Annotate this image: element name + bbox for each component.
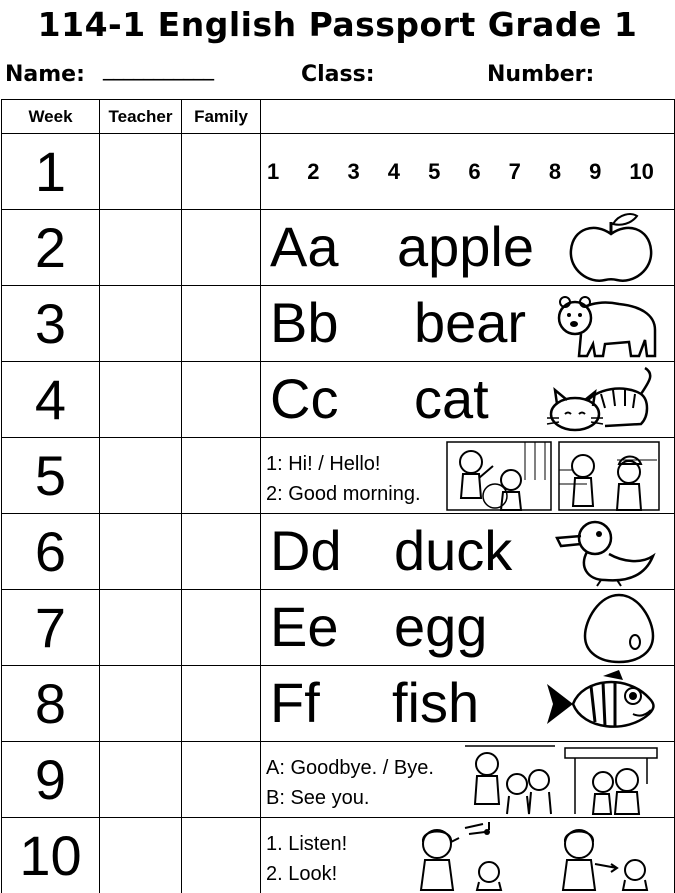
family-signature-cell[interactable]: [182, 514, 261, 590]
content-cell: [261, 210, 675, 286]
family-signature-cell[interactable]: [182, 742, 261, 818]
class-label: Class:: [301, 62, 375, 87]
week-number: 3: [2, 286, 100, 362]
table-row: [2, 818, 675, 893]
vocab-word: egg: [394, 595, 488, 658]
vocab-word: apple: [397, 215, 535, 278]
vocab-word: fish: [392, 671, 480, 734]
family-signature-cell[interactable]: [182, 590, 261, 666]
teacher-signature-cell[interactable]: [100, 134, 182, 210]
phrase-line: 2. Look!: [266, 863, 338, 885]
table-row: [2, 134, 675, 210]
content-cell: [261, 590, 675, 666]
teacher-signature-cell[interactable]: [100, 514, 182, 590]
week-number: 1: [2, 134, 100, 210]
vocab-word: duck: [394, 519, 513, 582]
letter-pair: Ff: [270, 671, 320, 734]
family-signature-cell[interactable]: [182, 666, 261, 742]
content-cell: [261, 742, 675, 818]
letter-pair: Aa: [270, 215, 339, 278]
content-cell: [261, 818, 675, 893]
phrase-list: [266, 829, 347, 889]
number-item: 9: [589, 158, 602, 184]
number-item: 6: [468, 158, 481, 184]
number-item: 1: [267, 158, 280, 184]
student-info: [0, 52, 675, 99]
family-signature-cell[interactable]: [182, 818, 261, 893]
week-number: 2: [2, 210, 100, 286]
phrase-list: [266, 449, 421, 509]
see-you-kids-icon: [561, 744, 661, 816]
family-signature-cell[interactable]: [182, 438, 261, 514]
teacher-signature-cell[interactable]: [100, 362, 182, 438]
table-row: [2, 666, 675, 742]
teacher-signature-cell[interactable]: [100, 210, 182, 286]
header-row: [2, 100, 675, 134]
content-cell: [261, 666, 675, 742]
greeting-kids-icon: [445, 440, 553, 512]
family-header: Family: [182, 100, 261, 134]
phrase-line: A: Goodbye. / Bye.: [266, 757, 434, 779]
table-row: [2, 362, 675, 438]
phrase-line: 2: Good morning.: [266, 483, 421, 505]
family-signature-cell[interactable]: [182, 286, 261, 362]
phrase-list: [266, 753, 434, 813]
content-cell: [261, 514, 675, 590]
teacher-signature-cell[interactable]: [100, 818, 182, 893]
table-row: [2, 590, 675, 666]
teacher-signature-cell[interactable]: [100, 438, 182, 514]
content-cell: [261, 286, 675, 362]
teacher-header: Teacher: [100, 100, 182, 134]
page-title: 114-1 English Passport Grade 1: [37, 5, 638, 44]
table-row: [2, 742, 675, 818]
letter-pair: Ee: [270, 595, 339, 658]
teacher-signature-cell[interactable]: [100, 742, 182, 818]
look-icon: [539, 820, 661, 892]
content-cell: [261, 362, 675, 438]
number-item: 3: [347, 158, 360, 184]
number-item: 7: [508, 158, 521, 184]
teacher-signature-cell[interactable]: [100, 590, 182, 666]
week-header: Week: [2, 100, 100, 134]
apple-icon: [565, 212, 657, 284]
family-signature-cell[interactable]: [182, 134, 261, 210]
week-number: 9: [2, 742, 100, 818]
number-list: [261, 159, 674, 185]
duck-icon: [553, 516, 659, 588]
phrase-line: 1. Listen!: [266, 833, 348, 855]
morning-kids-icon: [557, 440, 661, 512]
letter-pair: Bb: [270, 291, 339, 354]
name-blank[interactable]: ___________: [103, 56, 213, 81]
table-row: [2, 286, 675, 362]
week-number: 5: [2, 438, 100, 514]
table-row: [2, 514, 675, 590]
phrase-line: B: See you.: [266, 787, 370, 809]
teacher-signature-cell[interactable]: [100, 286, 182, 362]
family-signature-cell[interactable]: [182, 210, 261, 286]
content-cell: [261, 438, 675, 514]
goodbye-kids-icon: [463, 744, 557, 816]
number-item: 10: [629, 158, 654, 184]
teacher-signature-cell[interactable]: [100, 666, 182, 742]
week-number: 7: [2, 590, 100, 666]
content-header: [261, 100, 675, 134]
week-number: 6: [2, 514, 100, 590]
fish-icon: [543, 668, 659, 740]
number-item: 5: [428, 158, 441, 184]
vocab-word: cat: [414, 367, 489, 430]
content-cell: [261, 134, 675, 210]
cat-icon: [545, 364, 657, 436]
egg-icon: [581, 592, 657, 664]
vocab-word: bear: [414, 291, 527, 354]
week-number: 4: [2, 362, 100, 438]
bear-icon: [555, 288, 661, 360]
letter-pair: Cc: [270, 367, 339, 430]
number-item: 2: [307, 158, 320, 184]
family-signature-cell[interactable]: [182, 362, 261, 438]
week-number: 8: [2, 666, 100, 742]
table-row: [2, 438, 675, 514]
week-number: 10: [2, 818, 100, 893]
number-item: 4: [387, 158, 401, 184]
phrase-line: 1: Hi! / Hello!: [266, 453, 381, 475]
number-item: 8: [548, 158, 562, 184]
table-row: [2, 210, 675, 286]
listen-icon: [393, 820, 511, 892]
letter-pair: Dd: [270, 519, 342, 582]
number-label: Number:: [487, 62, 595, 87]
name-label: Name:: [5, 62, 85, 87]
passport-table: [1, 99, 675, 893]
